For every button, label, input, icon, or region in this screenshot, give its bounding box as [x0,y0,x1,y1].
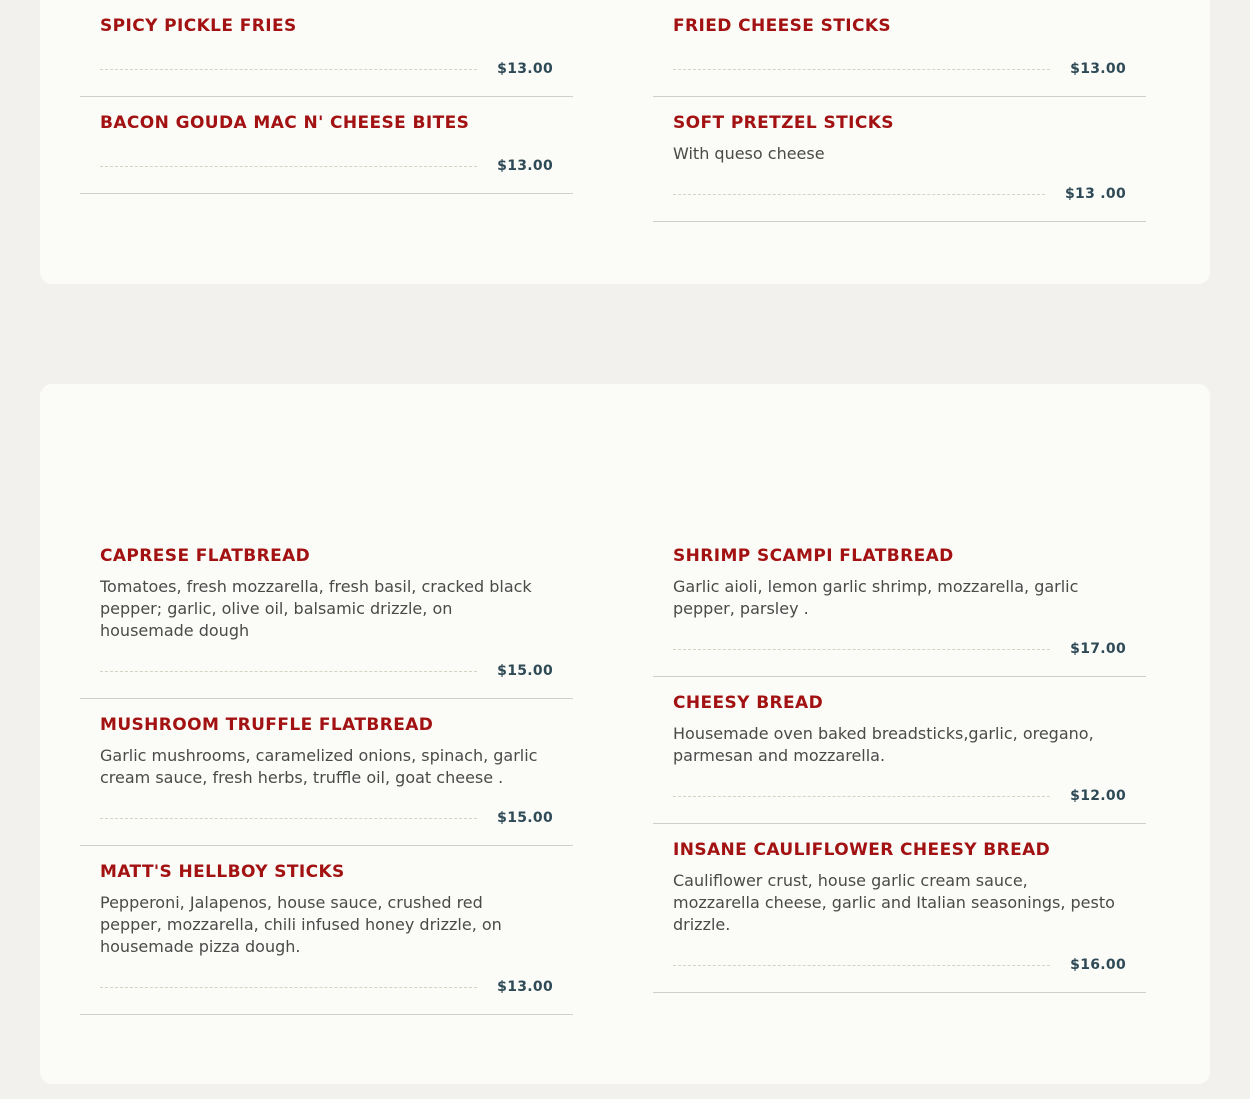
item-description: With queso cheese [673,144,825,163]
dotted-leader [100,671,477,672]
price-row [100,151,553,181]
item-description: Tomatoes, fresh mozzarella, fresh basil, cracked black pepper; garlic, olive oil, balsamic drizzle, on housemade dough [100,577,532,640]
item-name: CAPRESE FLATBREAD [100,546,311,566]
item-name: SHRIMP SCAMPI FLATBREAD [673,546,954,566]
menu-item[interactable] [653,824,1146,993]
item-price: $12.00 [1070,788,1126,804]
menu-item[interactable] [80,0,573,97]
menu-item[interactable] [653,677,1146,824]
dotted-leader [100,69,477,70]
price-row [673,781,1126,811]
dotted-leader [673,796,1050,797]
item-name: MUSHROOM TRUFFLE FLATBREAD [100,715,434,735]
menu-item[interactable] [80,530,573,699]
menu-column-right [653,0,1146,222]
item-price: $17.00 [1070,641,1126,657]
item-name: SPICY PICKLE FRIES [100,16,297,36]
item-description: Cauliflower crust, house garlic cream sauce, mozzarella cheese, garlic and Italian seasonings, pesto drizzle. [673,871,1115,934]
menu-item[interactable] [653,530,1146,677]
item-name: FRIED CHEESE STICKS [673,16,892,36]
price-row [100,656,553,686]
menu-item[interactable] [80,846,573,1015]
item-price: $13.00 [497,979,553,995]
item-price: $13.00 [497,158,553,174]
item-name: MATT'S HELLBOY STICKS [100,862,345,882]
price-row [673,179,1126,209]
item-name: CHEESY BREAD [673,693,824,713]
item-price: $13 .00 [1065,186,1126,202]
item-name: SOFT PRETZEL STICKS [673,113,894,133]
menu-card-flatbreads [40,384,1210,1084]
menu-item[interactable] [80,97,573,194]
price-row [100,972,553,1002]
menu-column-right [653,530,1146,993]
dotted-leader [673,69,1050,70]
dotted-leader [100,987,477,988]
item-name: BACON GOUDA MAC N' CHEESE BITES [100,113,470,133]
menu-item[interactable] [80,699,573,846]
item-description: Housemade oven baked breadsticks,garlic, oregano, parmesan and mozzarella. [673,724,1094,765]
dotted-leader [673,194,1045,195]
dotted-leader [100,166,477,167]
price-row [673,634,1126,664]
item-description: Garlic aioli, lemon garlic shrimp, mozzarella, garlic pepper, parsley . [673,577,1079,618]
menu-item[interactable] [653,0,1146,97]
menu-column-left [80,530,573,1015]
item-price: $15.00 [497,663,553,679]
item-price: $13.00 [497,61,553,77]
price-row [673,54,1126,84]
item-price: $13.00 [1070,61,1126,77]
menu-card-appetizers [40,0,1210,284]
dotted-leader [673,649,1050,650]
item-name: INSANE CAULIFLOWER CHEESY BREAD [673,840,1051,860]
price-row [100,54,553,84]
item-price: $15.00 [497,810,553,826]
price-row [673,950,1126,980]
item-description: Garlic mushrooms, caramelized onions, spinach, garlic cream sauce, fresh herbs, truffle oil, goat cheese . [100,746,538,787]
item-price: $16.00 [1070,957,1126,973]
price-row [100,803,553,833]
item-description: Pepperoni, Jalapenos, house sauce, crushed red pepper, mozzarella, chili infused honey drizzle, on housemade pizza dough. [100,893,502,956]
menu-item[interactable] [653,97,1146,222]
menu-column-left [80,0,573,194]
dotted-leader [100,818,477,819]
dotted-leader [673,965,1050,966]
